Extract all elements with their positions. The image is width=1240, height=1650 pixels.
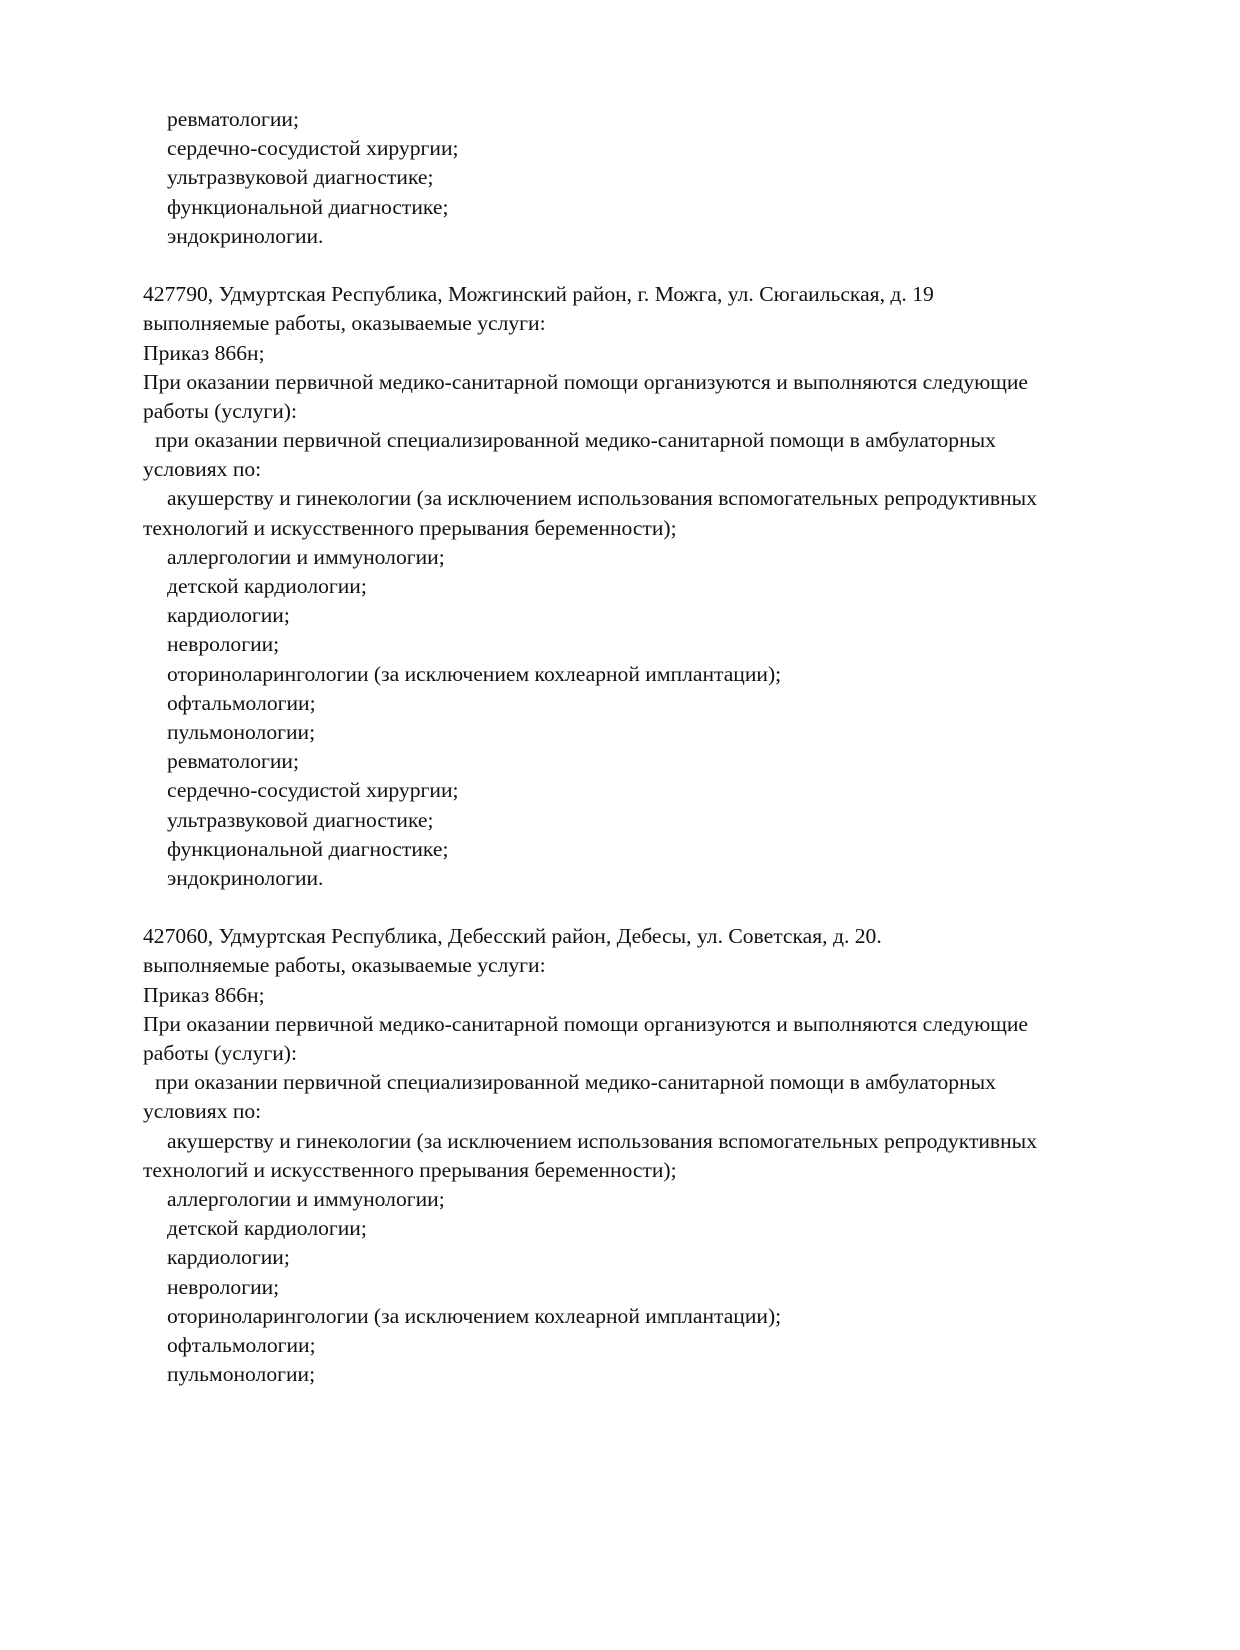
list-item: ревматологии; [167,107,299,131]
list-item-continuation: технологий и искусственного прерывания беременности); [143,1157,677,1182]
list-item: эндокринологии. [167,223,324,248]
list-item: неврологии; [167,632,280,657]
list-item: аллергологии и иммунологии; [167,1186,445,1211]
works-label: выполняемые работы, оказываемые услуги: [143,311,546,336]
list-item: пульмонологии; [167,1362,316,1387]
list-item: оториноларингологии (за исключением кохлеарной имплантации); [167,1303,782,1328]
order-reference: Приказ 866н; [143,340,265,365]
list-item: неврологии; [167,1274,280,1299]
list-item: эндокринологии. [167,865,324,890]
list-item: детской кардиологии; [167,574,367,598]
intro-text-line: При оказании первичной медико-санитарной помощи организуются и выполняются следующие [143,369,1029,394]
list-item: детской кардиологии; [167,1216,367,1241]
subheading-line: при оказании первичной специализированной медико-санитарной помощи в амбулаторных [155,1070,996,1095]
list-item: сердечно-сосудистой хирургии; [167,778,459,803]
address-section-mozhga [143,280,1163,893]
list-item: акушерству и гинекологии (за исключением использования вспомогательных репродуктивных [167,1128,1037,1153]
document-page [143,105,1163,1389]
list-item: аллергологии и иммунологии; [167,544,445,569]
section-gap [143,251,1163,280]
address-section-debesy [143,922,1163,1389]
list-item-continuation: технологий и искусственного прерывания беременности); [143,515,677,540]
subheading-line: при оказании первичной специализированной медико-санитарной помощи в амбулаторных [155,428,996,453]
list-item: ультразвуковой диагностике; [167,807,434,832]
continued-service-list [143,105,1163,251]
address-line: 427790, Удмуртская Республика, Можгинский район, г. Можга, ул. Сюгаильская, д. 19 [143,282,934,307]
list-item: функциональной диагностике; [167,194,449,219]
subheading-line: условиях по: [143,1099,262,1124]
list-item: офтальмологии; [167,690,316,715]
list-item: ультразвуковой диагностике; [167,165,434,190]
intro-text-line: работы (услуги): [143,398,297,423]
list-item: функциональной диагностике; [167,836,449,861]
section-gap [143,893,1163,922]
intro-text-line: работы (услуги): [143,1041,297,1065]
list-item: пульмонологии; [167,719,316,744]
list-item: офтальмологии; [167,1332,316,1357]
address-line: 427060, Удмуртская Республика, Дебесский район, Дебесы, ул. Советская, д. 20. [143,924,882,949]
list-item: сердечно-сосудистой хирургии; [167,136,459,161]
list-item: акушерству и гинекологии (за исключением использования вспомогательных репродуктивных [167,486,1037,511]
subheading-line: условиях по: [143,457,262,482]
list-item: кардиологии; [167,1245,290,1270]
list-item: ревматологии; [167,749,299,774]
intro-text-line: При оказании первичной медико-санитарной помощи организуются и выполняются следующие [143,1011,1029,1036]
works-label: выполняемые работы, оказываемые услуги: [143,953,546,978]
list-item: кардиологии; [167,603,290,628]
list-item: оториноларингологии (за исключением кохлеарной имплантации); [167,661,782,686]
order-reference: Приказ 866н; [143,982,265,1007]
